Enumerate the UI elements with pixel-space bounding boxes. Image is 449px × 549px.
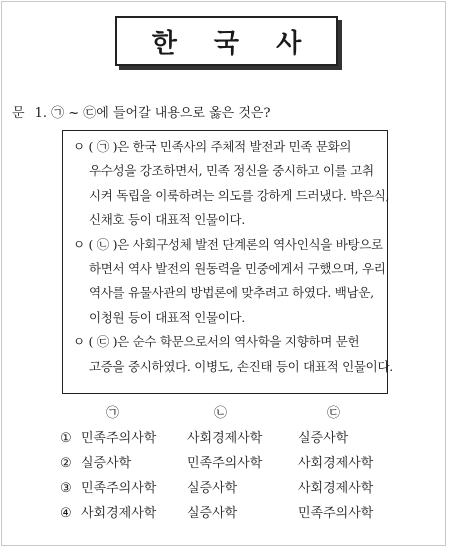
header-c: ㉢ [327,406,341,421]
question-number: 1. [34,106,47,121]
passage-box [62,130,393,394]
choice-1[interactable] [60,426,400,451]
choice-a: 사회경제사학 [81,506,157,521]
choice-b: 실증사학 [187,506,238,521]
passage-line: ㅇ ( ㉢ )은 순수 학문으로서의 역사학을 지향하며 문헌 [73,334,360,350]
choice-b: 실증사학 [187,481,238,496]
choice-4[interactable] [60,501,400,526]
column-headers [0,402,449,424]
answer-choices [60,426,400,526]
choice-number: ④ [60,506,72,521]
choice-3[interactable] [60,476,400,501]
passage-line: 하면서 역사 발전의 원동력을 민중에게서 구했으며, 우리 [89,261,386,277]
passage-line: 신채호 등이 대표적 인물이다. [89,212,245,228]
choice-b: 사회경제사학 [187,431,263,446]
passage-line: ㅇ ( ㉡ )은 사회구성체 발전 단계론의 역사인식을 바탕으로 [73,236,383,252]
passage-line: 역사를 유물사관의 방법론에 맞추려고 하였다. 백남운, [89,285,374,301]
passage-line: 이청원 등이 대표적 인물이다. [89,309,245,325]
question-stem [12,102,270,121]
choice-c: 사회경제사학 [298,456,374,471]
passage-line: 시켜 독립을 이룩하려는 의도를 강하게 드러냈다. 박은식, [89,187,390,203]
passage-line: ㅇ ( ㉠ )은 한국 민족사의 주체적 발전과 민족 문화의 [73,139,352,154]
choice-2[interactable] [60,451,400,476]
choice-c: 민족주의사학 [298,506,374,521]
choice-a: 민족주의사학 [81,481,157,496]
header-b: ㉡ [214,406,228,421]
choice-number: ③ [60,481,72,496]
choice-c: 실증사학 [298,431,349,446]
question-prefix: 문 [12,106,25,121]
subject-title: 한 국 사 [115,16,338,66]
header-a: ㉠ [106,406,120,421]
choice-a: 민족주의사학 [81,431,157,446]
choice-b: 민족주의사학 [187,456,263,471]
question-text: ㉠ ~ ㉢에 들어갈 내용으로 옳은 것은? [51,106,271,121]
passage-line: 고증을 중시하였다. 이병도, 손진태 등이 대표적 인물이다. [89,358,393,374]
passage-line: 우수성을 강조하면서, 민족 정신을 중시하고 이를 고취 [89,163,374,179]
choice-a: 실증사학 [81,456,132,471]
choice-number: ② [60,456,72,471]
choice-number: ① [60,431,72,446]
choice-c: 사회경제사학 [298,481,374,496]
